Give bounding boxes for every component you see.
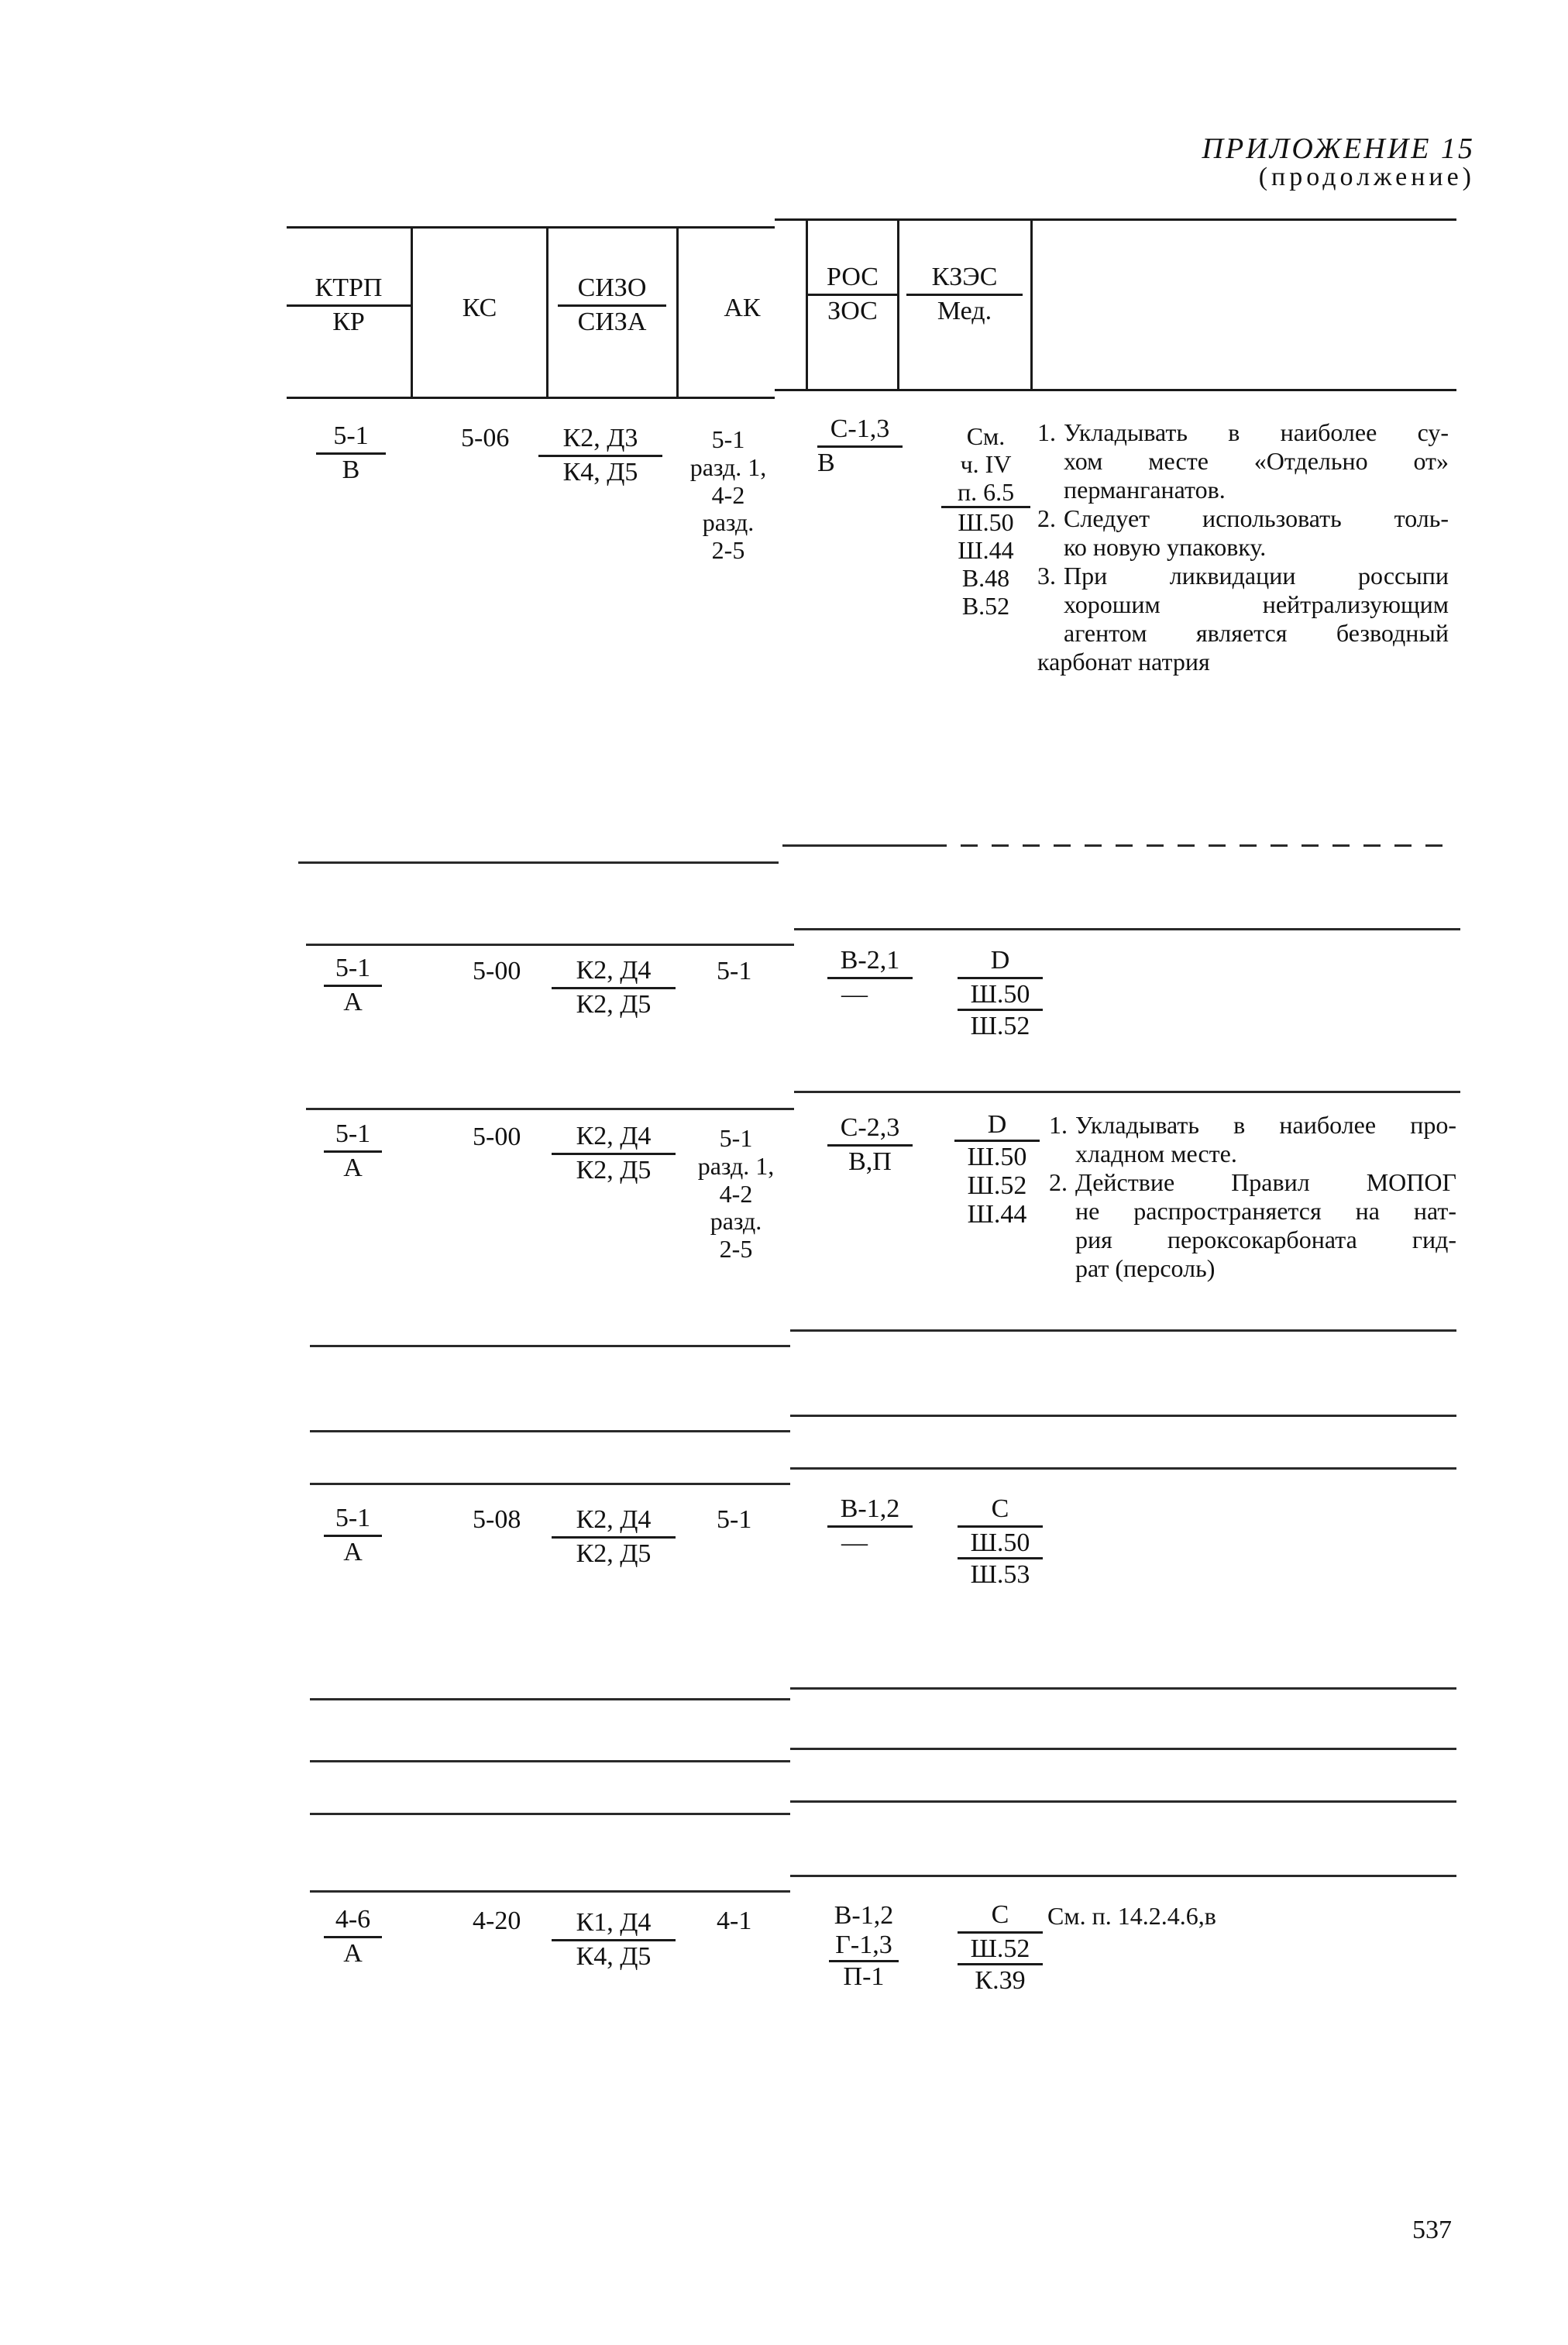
cell-ktrp-kr: 5-1 А: [324, 954, 382, 1016]
cell-notes: См. п. 14.2.4.6,в: [1047, 1902, 1216, 1930]
cell-kzes-med: D Ш.50 Ш.52 Ш.44: [954, 1111, 1040, 1228]
header-bottom-rule: [287, 397, 775, 399]
row-separator: [790, 1748, 1456, 1750]
cell-sizo-siza: К1, Д4 К4, Д5: [552, 1909, 676, 1971]
row-separator-dashed: [930, 844, 1456, 847]
cell-sizo-siza: К2, Д4 К2, Д5: [552, 1123, 676, 1185]
cell-kzes-med: С Ш.52 К.39: [958, 1901, 1043, 1996]
cell-ks: 5-08: [473, 1505, 521, 1534]
col-header-sizo-siza: СИЗО СИЗА: [558, 274, 666, 336]
cell-notes: 1. Укладывать в наиболее про- хладном месте. 2. Действие Правил МОПОГ не распространяется на нат- рия пероксокарбоната гид- рат (персоль): [1049, 1111, 1456, 1282]
row-separator: [310, 1345, 790, 1347]
row-separator: [790, 1687, 1456, 1690]
col-header-kzes-med: КЗЭС Мед.: [906, 263, 1023, 325]
cell-ak: 4-1: [717, 1907, 752, 1935]
cell-sizo-siza: К2, Д3 К4, Д5: [538, 425, 662, 487]
cell-ks: 5-00: [473, 957, 521, 985]
row-separator: [310, 1760, 790, 1762]
cell-ktrp-kr: 4-6 А: [324, 1906, 382, 1968]
row-separator: [790, 1467, 1456, 1470]
cell-kzes-med: С Ш.50 Ш.53: [958, 1495, 1043, 1590]
cell-sizo-siza: К2, Д4 К2, Д5: [552, 957, 676, 1019]
cell-ros-zos: С-2,3 В,П: [827, 1114, 913, 1176]
col-header-ak: АК: [724, 294, 761, 322]
header-divider: [897, 218, 899, 389]
cell-ros-zos: В-2,1 —: [827, 947, 913, 1009]
col-header-ros-zos: РОС ЗОС: [808, 263, 897, 325]
cell-ktrp-kr: 5-1 А: [324, 1120, 382, 1182]
cell-ros-zos: В-1,2 Г-1,3 П-1: [829, 1901, 899, 1992]
cell-ks: 4-20: [473, 1907, 521, 1935]
col-header-ktrp-kr: КТРП КР: [287, 274, 411, 336]
header-divider: [1030, 218, 1033, 389]
appendix-subtitle: (продолжение): [1258, 163, 1475, 191]
cell-ak: 5-1: [717, 957, 752, 985]
row-separator: [310, 1890, 790, 1893]
header-top-rule-right: [775, 218, 1456, 221]
row-separator: [790, 1875, 1456, 1877]
row-separator: [306, 1108, 794, 1110]
cell-kzes-med: D Ш.50 Ш.52: [958, 947, 1043, 1041]
cell-ak: 5-1 разд. 1, 4-2 разд. 2-5: [689, 425, 767, 565]
row-separator: [790, 1800, 1456, 1803]
cell-ak: 5-1: [717, 1505, 752, 1534]
row-separator: [790, 1415, 1456, 1417]
header-top-rule: [287, 226, 775, 229]
col-header-ks: КС: [462, 294, 497, 322]
row-separator: [310, 1430, 790, 1432]
row-separator: [794, 1091, 1460, 1093]
row-separator: [790, 1329, 1456, 1332]
cell-ks: 5-00: [473, 1123, 521, 1151]
cell-ktrp-kr: 5-1 В: [316, 422, 386, 484]
cell-notes: 1. Укладывать в наиболее су- хом месте «Отдельно от» перманганатов. 2. Следует использовать толь- ко новую упаковку. 3. При ликвидации россыпи хорошим нейтрализующим агентом является безводный карбонат натрия: [1037, 418, 1449, 676]
cell-ak: 5-1 разд. 1, 4-2 разд. 2-5: [697, 1124, 775, 1264]
row-separator: [794, 928, 1460, 930]
cell-kzes-med: См. ч. IV п. 6.5 Ш.50 Ш.44 В.48 В.52: [941, 422, 1030, 620]
row-separator: [298, 861, 779, 864]
row-separator: [310, 1698, 790, 1700]
cell-ks: 5-06: [461, 424, 510, 452]
cell-ktrp-kr: 5-1 А: [324, 1504, 382, 1566]
row-separator: [782, 844, 930, 847]
row-separator: [306, 944, 794, 946]
page-number: 537: [1412, 2216, 1452, 2244]
cell-ros-zos: С-1,3 В: [817, 415, 903, 477]
cell-ros-zos: В-1,2 —: [827, 1495, 913, 1557]
cell-sizo-siza: К2, Д4 К2, Д5: [552, 1506, 676, 1568]
header-bottom-rule-right: [775, 389, 1456, 391]
appendix-title: ПРИЛОЖЕНИЕ 15: [1202, 132, 1475, 165]
row-separator: [310, 1813, 790, 1815]
header-divider: [546, 226, 548, 397]
row-separator: [310, 1483, 790, 1485]
